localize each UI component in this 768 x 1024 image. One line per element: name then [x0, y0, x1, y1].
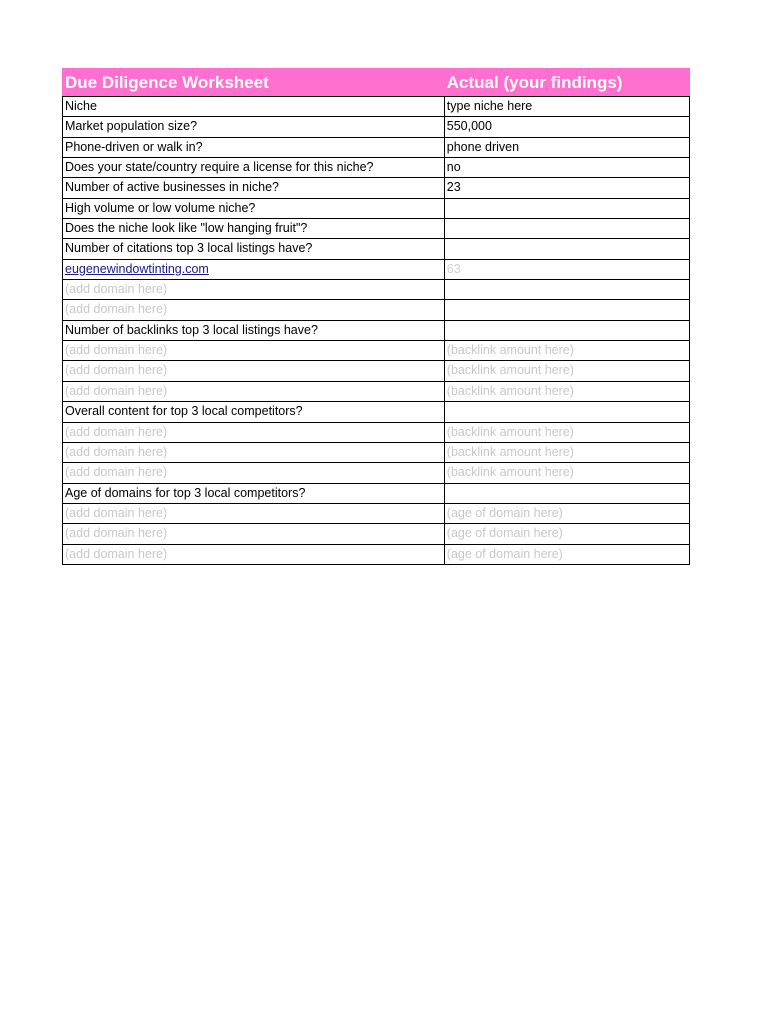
row-value[interactable]: phone driven	[446, 139, 520, 154]
domain-placeholder[interactable]: (add domain here)	[63, 361, 445, 380]
row-label: Niche	[63, 97, 445, 116]
domain-placeholder[interactable]: (add domain here)	[63, 463, 445, 482]
domain-placeholder[interactable]: (add domain here)	[63, 524, 445, 543]
row-label: Does your state/country require a license for this niche?	[63, 158, 445, 177]
domain-placeholder[interactable]: (add domain here)	[63, 504, 445, 523]
table-row	[63, 96, 689, 116]
row-label: Overall content for top 3 local competitors?	[63, 402, 445, 421]
findings-column-header: Actual (your findings)	[446, 73, 623, 92]
row-label: Number of backlinks top 3 local listings have?	[63, 321, 445, 340]
domain-placeholder[interactable]: (add domain here)	[63, 443, 445, 462]
domain-placeholder[interactable]: (add domain here)	[63, 341, 445, 360]
row-label: Number of citations top 3 local listings have?	[63, 239, 445, 258]
domain-placeholder[interactable]: (add domain here)	[63, 382, 445, 401]
domain-age-placeholder[interactable]: (age of domain here)	[446, 526, 563, 541]
table-row	[63, 177, 689, 197]
domain-placeholder[interactable]: (add domain here)	[63, 300, 445, 319]
row-label: Age of domains for top 3 local competitors?	[63, 484, 445, 503]
row-label: High volume or low volume niche?	[63, 199, 445, 218]
domain-age-placeholder[interactable]: (age of domain here)	[446, 546, 563, 561]
table-row	[63, 279, 689, 299]
table-row	[63, 259, 689, 279]
table-row	[63, 483, 689, 503]
row-value[interactable]	[445, 300, 689, 319]
table-row	[63, 320, 689, 340]
table-row	[63, 116, 689, 136]
row-value[interactable]: type niche here	[446, 99, 533, 113]
table-row	[63, 401, 689, 421]
row-label: Phone-driven or walk in?	[63, 138, 445, 157]
competitor-domain-link[interactable]: eugenewindowtinting.com	[65, 261, 209, 276]
worksheet-header-row	[62, 68, 690, 96]
worksheet-title: Due Diligence Worksheet	[65, 73, 269, 92]
row-value[interactable]: 23	[446, 180, 461, 195]
row-value[interactable]: no	[446, 160, 461, 175]
table-row	[63, 523, 689, 543]
backlink-placeholder[interactable]: (backlink amount here)	[446, 363, 574, 378]
row-value[interactable]	[445, 280, 689, 299]
row-value[interactable]	[445, 402, 689, 421]
table-row	[63, 157, 689, 177]
row-value[interactable]	[445, 484, 689, 503]
competitor-domain-link-cell	[63, 260, 445, 279]
row-value[interactable]	[445, 219, 689, 238]
domain-placeholder[interactable]: (add domain here)	[63, 423, 445, 442]
table-row	[63, 381, 689, 401]
table-row	[63, 422, 689, 442]
table-row	[63, 544, 689, 564]
row-label: Does the niche look like "low hanging fruit"?	[63, 219, 445, 238]
row-value[interactable]: 550,000	[446, 119, 492, 134]
row-value[interactable]	[445, 239, 689, 258]
domain-placeholder[interactable]: (add domain here)	[63, 280, 445, 299]
table-row	[63, 198, 689, 218]
domain-placeholder[interactable]: (add domain here)	[63, 545, 445, 564]
table-row	[63, 238, 689, 258]
due-diligence-worksheet	[62, 68, 690, 565]
table-row	[63, 299, 689, 319]
table-row	[63, 360, 689, 380]
table-row	[63, 218, 689, 238]
table-row	[63, 462, 689, 482]
backlink-placeholder[interactable]: (backlink amount here)	[446, 424, 574, 439]
row-value[interactable]	[445, 199, 689, 218]
worksheet-rows	[62, 96, 690, 565]
domain-age-placeholder[interactable]: (age of domain here)	[446, 505, 563, 520]
row-value[interactable]: 63	[446, 261, 461, 276]
table-row	[63, 503, 689, 523]
row-value[interactable]	[445, 321, 689, 340]
backlink-placeholder[interactable]: (backlink amount here)	[446, 383, 574, 398]
row-label: Number of active businesses in niche?	[63, 178, 445, 197]
row-label: Market population size?	[63, 117, 445, 136]
backlink-placeholder[interactable]: (backlink amount here)	[446, 444, 574, 459]
table-row	[63, 137, 689, 157]
backlink-placeholder[interactable]: (backlink amount here)	[446, 465, 574, 480]
backlink-placeholder[interactable]: (backlink amount here)	[446, 343, 574, 358]
table-row	[63, 340, 689, 360]
table-row	[63, 442, 689, 462]
